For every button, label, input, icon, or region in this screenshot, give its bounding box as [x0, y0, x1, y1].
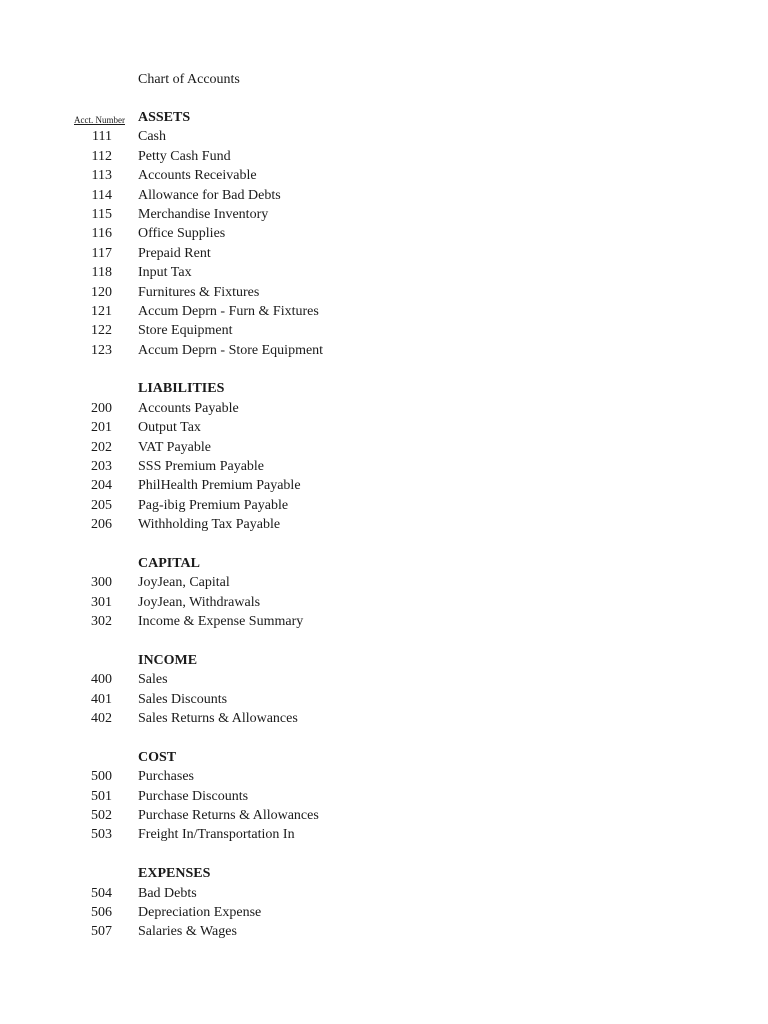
account-name: Freight In/Transportation In — [138, 827, 295, 843]
account-row — [0, 166, 768, 185]
account-row — [0, 884, 768, 903]
account-row — [0, 806, 768, 825]
account-name: Accounts Payable — [138, 400, 239, 416]
account-row — [0, 205, 768, 224]
account-name: Withholding Tax Payable — [138, 517, 281, 533]
account-name: Accum Deprn - Store Equipment — [138, 342, 324, 358]
account-number: 115 — [91, 206, 112, 222]
account-row — [0, 767, 768, 786]
account-number: 300 — [91, 575, 112, 591]
account-number: 506 — [91, 905, 112, 921]
account-name: Salaries & Wages — [138, 924, 237, 940]
account-row — [0, 496, 768, 515]
account-number: 113 — [91, 168, 112, 184]
account-name: Purchase Returns & Allowances — [138, 808, 319, 824]
section-header: CAPITAL — [138, 555, 200, 571]
section-header: COST — [138, 749, 177, 765]
account-name: Purchases — [138, 769, 194, 785]
account-name: VAT Payable — [138, 439, 211, 455]
account-name: Accounts Receivable — [138, 168, 257, 184]
account-name: PhilHealth Premium Payable — [138, 478, 301, 494]
account-name: Accum Deprn - Furn & Fixtures — [138, 303, 319, 319]
account-name: Pag-ibig Premium Payable — [138, 497, 289, 513]
account-row — [0, 302, 768, 321]
account-name: Petty Cash Fund — [138, 148, 231, 164]
account-number: 205 — [91, 497, 112, 513]
account-row — [0, 457, 768, 476]
account-number: 504 — [91, 885, 112, 901]
account-section-capital — [0, 554, 768, 632]
account-row — [0, 515, 768, 534]
account-number: 114 — [91, 187, 112, 203]
account-row — [0, 690, 768, 709]
account-number: 501 — [91, 788, 112, 804]
account-name: Cash — [138, 129, 166, 145]
account-row — [0, 186, 768, 205]
account-number: 204 — [91, 478, 112, 494]
account-row — [0, 922, 768, 941]
account-row — [0, 593, 768, 612]
account-row — [0, 263, 768, 282]
account-row — [0, 283, 768, 302]
account-row — [0, 825, 768, 844]
account-name: Output Tax — [138, 420, 201, 436]
account-name: Sales Discounts — [138, 691, 228, 707]
account-number: 202 — [91, 439, 112, 455]
account-number: 302 — [91, 614, 112, 630]
account-number: 123 — [91, 342, 112, 358]
account-sections — [0, 108, 768, 961]
account-name: Store Equipment — [138, 323, 233, 339]
account-section-cost — [0, 748, 768, 845]
account-name: Income & Expense Summary — [138, 614, 304, 630]
account-name: Prepaid Rent — [138, 245, 211, 261]
account-number: 402 — [91, 711, 112, 727]
account-name: JoyJean, Withdrawals — [138, 594, 261, 610]
account-name: Depreciation Expense — [138, 905, 262, 921]
account-number: 111 — [92, 129, 112, 145]
account-name: Purchase Discounts — [138, 788, 249, 804]
account-name: Allowance for Bad Debts — [138, 187, 281, 203]
account-row — [0, 147, 768, 166]
account-number: 121 — [91, 303, 112, 319]
account-row — [0, 127, 768, 146]
account-number: 122 — [91, 323, 112, 339]
account-name: Office Supplies — [138, 226, 226, 242]
account-number: 400 — [91, 672, 112, 688]
section-header: INCOME — [138, 652, 198, 668]
account-number: 503 — [91, 827, 112, 843]
account-number: 507 — [91, 924, 112, 940]
account-number: 502 — [91, 808, 112, 824]
account-number: 117 — [91, 245, 112, 261]
account-row — [0, 399, 768, 418]
account-row — [0, 224, 768, 243]
account-row — [0, 670, 768, 689]
account-section-expenses — [0, 864, 768, 942]
acct-number-column-header: Acct. Number — [74, 115, 125, 125]
account-name: Sales Returns & Allowances — [138, 711, 298, 727]
section-header: LIABILITIES — [138, 381, 225, 397]
account-number: 120 — [91, 284, 112, 300]
account-row — [0, 573, 768, 592]
account-row — [0, 787, 768, 806]
account-row — [0, 341, 768, 360]
account-row — [0, 903, 768, 922]
account-row — [0, 321, 768, 340]
account-section-liabilities — [0, 379, 768, 534]
account-section-assets — [0, 108, 768, 360]
account-name: Sales — [138, 672, 168, 688]
account-section-income — [0, 651, 768, 729]
account-number: 206 — [91, 517, 112, 533]
account-name: JoyJean, Capital — [138, 575, 230, 591]
account-number: 401 — [91, 691, 112, 707]
account-name: SSS Premium Payable — [138, 459, 265, 475]
account-number: 118 — [91, 265, 112, 281]
section-header: ASSETS — [138, 110, 191, 125]
account-name: Bad Debts — [138, 885, 197, 901]
account-row — [0, 612, 768, 631]
account-row — [0, 476, 768, 495]
account-number: 301 — [91, 594, 112, 610]
account-name: Input Tax — [138, 265, 192, 281]
account-row — [0, 709, 768, 728]
account-number: 201 — [91, 420, 112, 436]
account-name: Furnitures & Fixtures — [138, 284, 260, 300]
account-number: 203 — [91, 459, 112, 475]
account-row — [0, 244, 768, 263]
account-number: 116 — [91, 226, 112, 242]
document-title: Chart of Accounts — [138, 72, 240, 87]
account-row — [0, 418, 768, 437]
account-number: 500 — [91, 769, 112, 785]
account-number: 200 — [91, 400, 112, 416]
account-row — [0, 438, 768, 457]
section-header: EXPENSES — [138, 866, 211, 882]
account-number: 112 — [91, 148, 112, 164]
account-name: Merchandise Inventory — [138, 206, 269, 222]
